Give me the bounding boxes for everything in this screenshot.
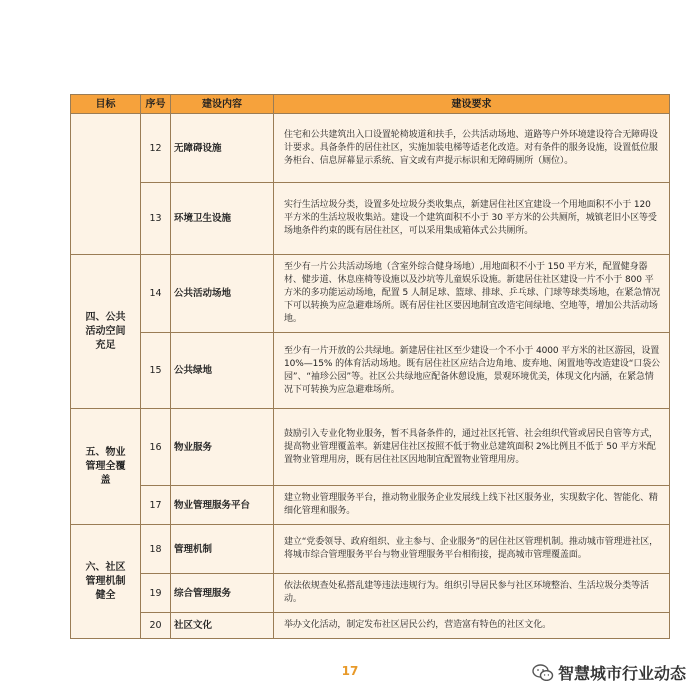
row-item: 社区文化 xyxy=(171,613,274,639)
goal-cell: 六、社区管理机制健全 xyxy=(71,525,141,639)
row-number: 16 xyxy=(141,409,171,486)
goal-cell xyxy=(71,114,141,255)
header-content: 建设内容 xyxy=(171,95,274,114)
row-requirement: 实行生活垃圾分类，设置多处垃圾分类收集点，新建居住社区宜建设一个用地面积不小于 120 平方米的生活垃圾收集站。建设一个建筑面积不小于 30 平方米的公共厕所，城镇老旧小区等受场地条件约束的既有居住社区，可以采用集成箱体式公共厕所。 xyxy=(274,183,670,255)
requirements-table xyxy=(70,94,670,639)
row-item: 物业管理服务平台 xyxy=(171,486,274,525)
table-row xyxy=(71,409,670,486)
row-number: 18 xyxy=(141,525,171,574)
goal-cell: 五、物业管理全覆盖 xyxy=(71,409,141,525)
goal-cell: 四、公共活动空间充足 xyxy=(71,255,141,409)
row-number: 14 xyxy=(141,255,171,333)
row-requirement: 至少有一片开放的公共绿地。新建居住社区至少建设一个不小于 4000 平方米的社区游园，设置 10%—15% 的体育活动场地。既有居住社区应结合边角地、废弃地、闲置地等改造建设“口袋公园”、“袖珍公园”等。社区公共绿地应配备休憩设施，景观环境优美，体现文化内涵，在紧急情况下可转换为应急避难场所。 xyxy=(274,333,670,409)
row-item: 物业服务 xyxy=(171,409,274,486)
table-row xyxy=(71,574,670,613)
header-requirement: 建设要求 xyxy=(274,95,670,114)
header-goal: 目标 xyxy=(71,95,141,114)
row-item: 管理机制 xyxy=(171,525,274,574)
row-requirement: 建立物业管理服务平台，推动物业服务企业发展线上线下社区服务业，实现数字化、智能化、精细化管理和服务。 xyxy=(274,486,670,525)
table-row xyxy=(71,486,670,525)
row-requirement: 至少有一片公共活动场地（含室外综合健身场地）,用地面积不小于 150 平方米，配置健身器材、健步道、休息座椅等设施以及沙坑等儿童娱乐设施。新建居住社区建设一片不小于 800 平方米的多功能运动场地，配置 5 人制足球、篮球、排球、乒乓球、门球等球类场地，在紧急情况下可以转换为应急避难场所。既有居住社区要因地制宜改造宅间绿地、空地等，增加公共活动场地。 xyxy=(274,255,670,333)
row-number: 19 xyxy=(141,574,171,613)
table-row xyxy=(71,333,670,409)
row-item: 公共绿地 xyxy=(171,333,274,409)
table-row xyxy=(71,114,670,183)
table-row xyxy=(71,183,670,255)
row-requirement: 依法依规查处私搭乱建等违法违规行为。组织引导居民参与社区环境整治、生活垃圾分类等活动。 xyxy=(274,574,670,613)
row-number: 15 xyxy=(141,333,171,409)
wechat-icon xyxy=(532,664,554,682)
row-number: 17 xyxy=(141,486,171,525)
table-row xyxy=(71,525,670,574)
row-item: 综合管理服务 xyxy=(171,574,274,613)
page-number: 17 xyxy=(341,664,359,678)
row-number: 12 xyxy=(141,114,171,183)
row-requirement: 举办文化活动，制定发布社区居民公约，营造富有特色的社区文化。 xyxy=(274,613,670,639)
row-item: 公共活动场地 xyxy=(171,255,274,333)
row-item: 环境卫生设施 xyxy=(171,183,274,255)
row-item: 无障碍设施 xyxy=(171,114,274,183)
row-requirement: 建立“党委领导、政府组织、业主参与、企业服务”的居住社区管理机制。推动城市管理进社区，将城市综合管理服务平台与物业管理服务平台相衔接，提高城市管理覆盖面。 xyxy=(274,525,670,574)
table-row xyxy=(71,613,670,639)
watermark-text: 智慧城市行业动态 xyxy=(557,664,686,683)
header-number: 序号 xyxy=(141,95,171,114)
table-row xyxy=(71,255,670,333)
row-requirement: 住宅和公共建筑出入口设置轮椅坡道和扶手，公共活动场地、道路等户外环境建设符合无障碍设计要求。具备条件的居住社区，实施加装电梯等适老化改造。对有条件的服务设施，设置低位服务柜台、信息屏幕显示系统、盲文或有声提示标识和无障碍厕所（厕位）。 xyxy=(274,114,670,183)
row-requirement: 鼓励引入专业化物业服务，暂不具备条件的，通过社区托管、社会组织代管或居民自管等方式，提高物业管理覆盖率。新建居住社区按照不低于物业总建筑面积 2%比例且不低于 50 平方米配置物业管理用房，既有居住社区因地制宜配置物业管理用房。 xyxy=(274,409,670,486)
watermark xyxy=(532,661,686,684)
row-number: 13 xyxy=(141,183,171,255)
table-header-row xyxy=(71,95,670,114)
row-number: 20 xyxy=(141,613,171,639)
